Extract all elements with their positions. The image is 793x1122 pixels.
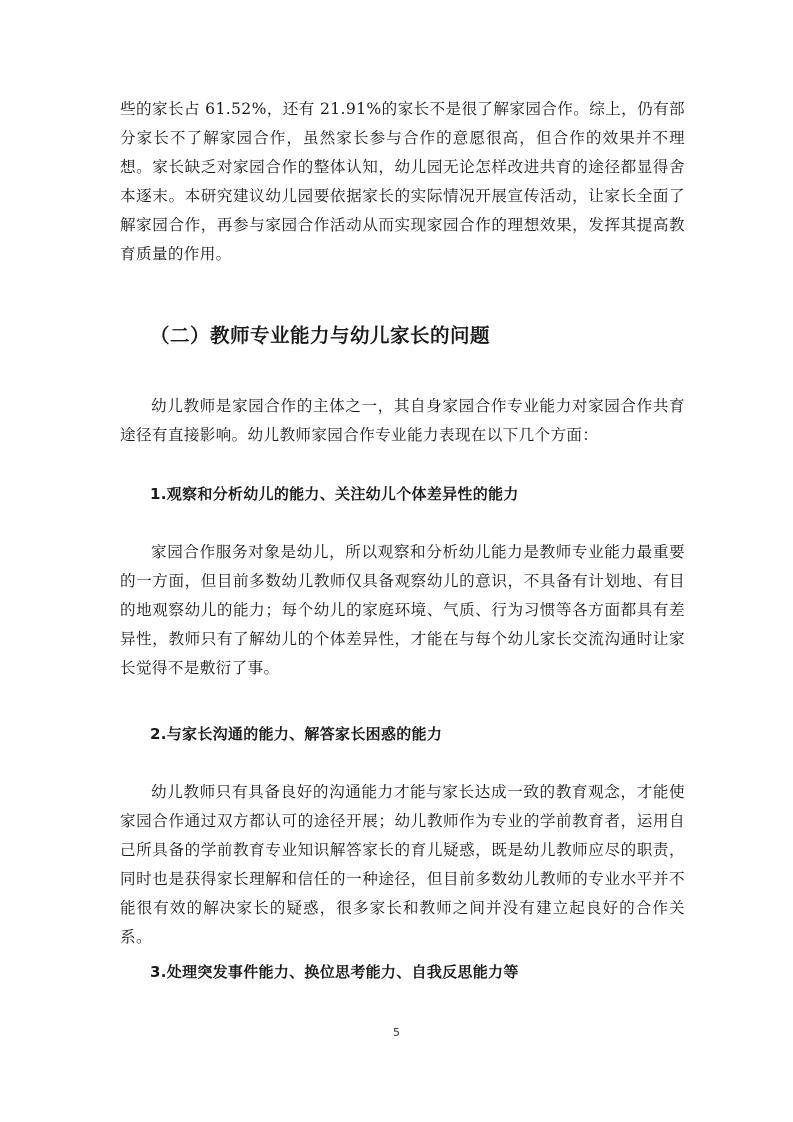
body-paragraph: 幼儿教师是家园合作的主体之一，其自身家园合作专业能力对家园合作共育途径有直接影响。幼儿教师家园合作专业能力表现在以下几个方面： — [120, 397, 685, 444]
subheading: 1.观察和分析幼儿的能力、关注幼儿个体差异性的能力 — [150, 485, 519, 503]
page-number: 5 — [393, 1026, 400, 1039]
section-heading: （二）教师专业能力与幼儿家长的问题 — [150, 324, 491, 347]
subheading: 2.与家长沟通的能力、解答家长困惑的能力 — [150, 725, 443, 743]
body-paragraph: 家园合作服务对象是幼儿，所以观察和分析幼儿能力是教师专业能力最重要的一方面，但目前多数幼儿教师仅具备观察幼儿的意识，不具备有计划地、有目的地观察幼儿的能力；每个幼儿的家庭环境、气质、行为习惯等各方面都具有差异性，教师只有了解幼儿的个体差异性，才能在与每个幼儿家长交流沟通时让家长觉得不是敷衍了事。 — [120, 543, 685, 677]
subheading: 3.处理突发事件能力、换位思考能力、自我反思能力等 — [150, 963, 519, 981]
body-paragraph: 些的家长占 61.52%，还有 21.91%的家长不是很了解家园合作。综上，仍有部分家长不了解家园合作，虽然家长参与合作的意愿很高，但合作的效果并不理想。家长缺乏对家园合作的整体认知，幼儿园无论怎样改进共育的途径都显得舍本逐末。本研究建议幼儿园要依据家长的实际情况开展宣传活动，让家长全面了解家园合作，再参与家园合作活动从而实现家园合作的理想效果，发挥其提高教育质量的作用。 — [120, 100, 685, 263]
body-paragraph: 幼儿教师只有具备良好的沟通能力才能与家长达成一致的教育观念，才能使家园合作通过双方都认可的途径开展；幼儿教师作为专业的学前教育者，运用自己所具备的学前教育专业知识解答家长的育儿疑惑，既是幼儿教师应尽的职责，同时也是获得家长理解和信任的一种途径，但目前多数幼儿教师的专业水平并不能很有效的解决家长的疑惑，很多家长和教师之间并没有建立起良好的合作关系。 — [120, 783, 685, 946]
